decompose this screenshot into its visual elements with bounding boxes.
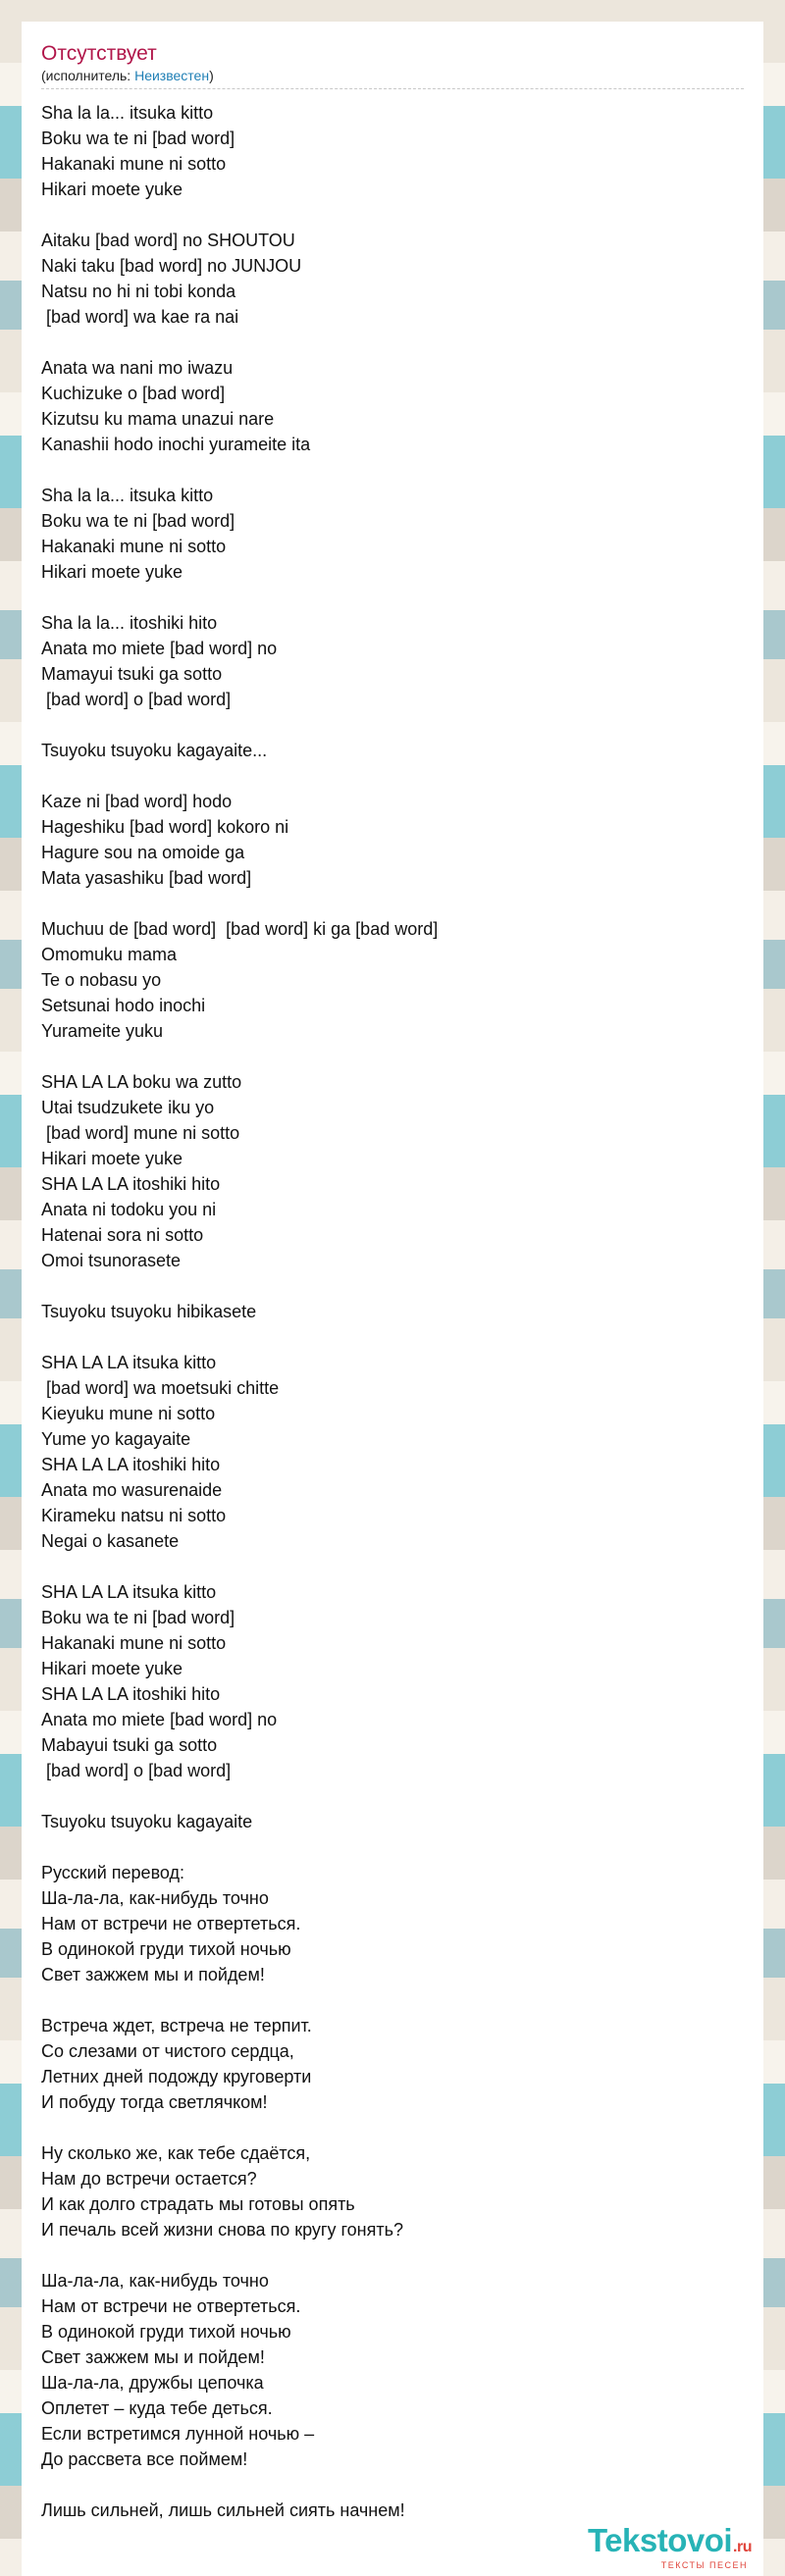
lyric-line: Hakanaki mune ni sotto [41,537,227,556]
lyric-line: Свет зажжем мы и пойдем! [41,1965,265,1984]
lyric-line: Anata mo miete [bad word] no [41,1710,278,1729]
lyric-line: Boku wa te ni [bad word] [41,511,236,531]
lyric-line: Tsuyoku tsuyoku hibikasete [41,1302,257,1321]
lyric-line: Со слезами от чистого сердца, [41,2041,294,2061]
artist-suffix: ) [209,68,214,83]
lyric-line: Kaze ni [bad word] hodo [41,792,233,811]
logo-domain: .ru [733,2539,752,2555]
lyric-line: [bad word] wa kae ra nai [41,307,239,327]
lyric-line: Anata mo miete [bad word] no [41,639,278,658]
lyric-line: Yume yo kagayaite [41,1429,191,1449]
lyrics-body [41,100,744,2523]
lyric-line: Kirameku natsu ni sotto [41,1506,227,1525]
lyric-line: SHA LA LA itoshiki hito [41,1174,221,1194]
logo-tagline: ТЕКСТЫ ПЕСЕН [660,2560,748,2570]
lyrics-card [22,22,763,2576]
lyric-line: Sha la la... itsuka kitto [41,103,214,123]
lyric-line: Setsunai hodo inochi [41,996,206,1015]
lyric-line: SHA LA LA itoshiki hito [41,1455,221,1474]
lyric-line: Te o nobasu yo [41,970,162,990]
stanza [41,228,744,330]
lyric-line: Kanashii hodo inochi yurameite ita [41,435,311,454]
stanza [41,483,744,585]
lyric-line: Ну сколько же, как тебе сдаётся, [41,2143,311,2163]
lyric-line: Hageshiku [bad word] kokoro ni [41,817,289,837]
lyric-line: Оплетет – куда тебе деться. [41,2398,273,2418]
lyric-line: Если встретимся лунной ночью – [41,2424,315,2444]
logo-wordmark [588,2524,752,2564]
lyric-line: В одинокой груди тихой ночью [41,1939,291,1959]
song-title: Отсутствует [41,42,157,65]
lyric-line: И печаль всей жизни снова по кругу гонять? [41,2220,403,2240]
lyric-line: [bad word] o [bad word] [41,690,232,709]
lyric-line: Naki taku [bad word] no JUNJOU [41,256,302,276]
lyric-line: Omomuku mama [41,945,178,964]
lyric-line: Boku wa te ni [bad word] [41,129,236,148]
stanza [41,2013,744,2115]
lyric-line: Sha la la... itoshiki hito [41,613,218,633]
lyric-line: До рассвета все поймем! [41,2449,248,2469]
stanza [41,100,744,202]
lyric-line: Hikari moete yuke [41,180,183,199]
lyric-line: Negai o kasanete [41,1531,180,1551]
stanza [41,610,744,712]
stanza [41,2498,744,2523]
lyric-line: Omoi tsunorasete [41,1251,182,1270]
lyric-line: Muchuu de [bad word] [bad word] ki ga [bad word] [41,919,439,939]
stanza [41,1809,744,1834]
stanza [41,738,744,763]
lyric-line: Tsuyoku tsuyoku kagayaite... [41,741,268,760]
lyric-line: Hakanaki mune ni sotto [41,154,227,174]
stanza [41,1860,744,1987]
lyric-line: Tsuyoku tsuyoku kagayaite [41,1812,253,1831]
artist-link[interactable]: Неизвестен [134,68,210,83]
stanza [41,789,744,891]
stanza [41,916,744,1044]
lyric-line: Natsu no hi ni tobi konda [41,282,236,301]
lyric-line: Нам до встречи остается? [41,2169,257,2189]
lyric-line: Летних дней подожду круговерти [41,2067,312,2087]
lyric-line: Ша-ла-ла, дружбы цепочка [41,2373,264,2393]
logo-main-text: Tekstovoi [587,2522,733,2558]
lyric-line: Sha la la... itsuka kitto [41,486,214,505]
lyric-line: Встреча ждет, встреча не терпит. [41,2016,312,2035]
lyric-line: Anata wa nani mo iwazu [41,358,234,378]
lyric-line: Русский перевод: [41,1863,185,1882]
lyric-line: Лишь сильней, лишь сильней сиять начнем! [41,2500,405,2520]
site-logo[interactable] [588,2524,752,2570]
lyric-line: Нам от встречи не отвертеться. [41,2296,301,2316]
lyric-line: Anata ni todoku you ni [41,1200,217,1219]
stanza [41,1299,744,1324]
lyric-line: Utai tsudzukete iku yo [41,1098,215,1117]
lyric-line: Hikari moete yuke [41,1149,183,1168]
lyric-line: Hikari moete yuke [41,562,183,582]
lyric-line: Mamayui tsuki ga sotto [41,664,223,684]
lyric-line: Kizutsu ku mama unazui nare [41,409,275,429]
stanza [41,355,744,457]
lyric-line: Hatenai sora ni sotto [41,1225,204,1245]
lyric-line: Hagure sou na omoide ga [41,843,245,862]
lyric-line: Ша-ла-ла, как-нибудь точно [41,1888,269,1908]
stanza [41,1579,744,1783]
lyric-line: Mabayui tsuki ga sotto [41,1735,218,1755]
lyric-line: [bad word] wa moetsuki chitte [41,1378,280,1398]
lyric-line: Aitaku [bad word] no SHOUTOU [41,231,295,250]
lyric-line: Kuchizuke o [bad word] [41,384,226,403]
lyric-line: Mata yasashiku [bad word] [41,868,252,888]
lyric-line: Hikari moete yuke [41,1659,183,1678]
lyric-line: И как долго страдать мы готовы опять [41,2194,355,2214]
lyric-line: SHA LA LA itoshiki hito [41,1684,221,1704]
lyric-line: Anata mo wasurenaide [41,1480,223,1500]
stanza [41,2140,744,2242]
lyric-line: [bad word] o [bad word] [41,1761,232,1780]
lyric-line: В одинокой груди тихой ночью [41,2322,291,2342]
stanza [41,1350,744,1554]
lyric-line: SHA LA LA itsuka kitto [41,1353,217,1372]
lyric-line: [bad word] mune ni sotto [41,1123,240,1143]
lyric-line: Hakanaki mune ni sotto [41,1633,227,1653]
lyric-line: И побуду тогда светлячком! [41,2092,268,2112]
stanza [41,1069,744,1273]
lyric-line: Нам от встречи не отвертеться. [41,1914,301,1933]
lyric-line: SHA LA LA itsuka kitto [41,1582,217,1602]
lyric-line: Ша-ла-ла, как-нибудь точно [41,2271,269,2291]
lyric-line: Kieyuku mune ni sotto [41,1404,216,1423]
lyric-line: Свет зажжем мы и пойдем! [41,2347,265,2367]
lyric-line: SHA LA LA boku wa zutto [41,1072,242,1092]
lyric-line: Yurameite yuku [41,1021,164,1041]
stanza [41,2268,744,2472]
artist-prefix: (исполнитель: [41,68,135,83]
artist-line [41,68,744,89]
lyric-line: Boku wa te ni [bad word] [41,1608,236,1627]
